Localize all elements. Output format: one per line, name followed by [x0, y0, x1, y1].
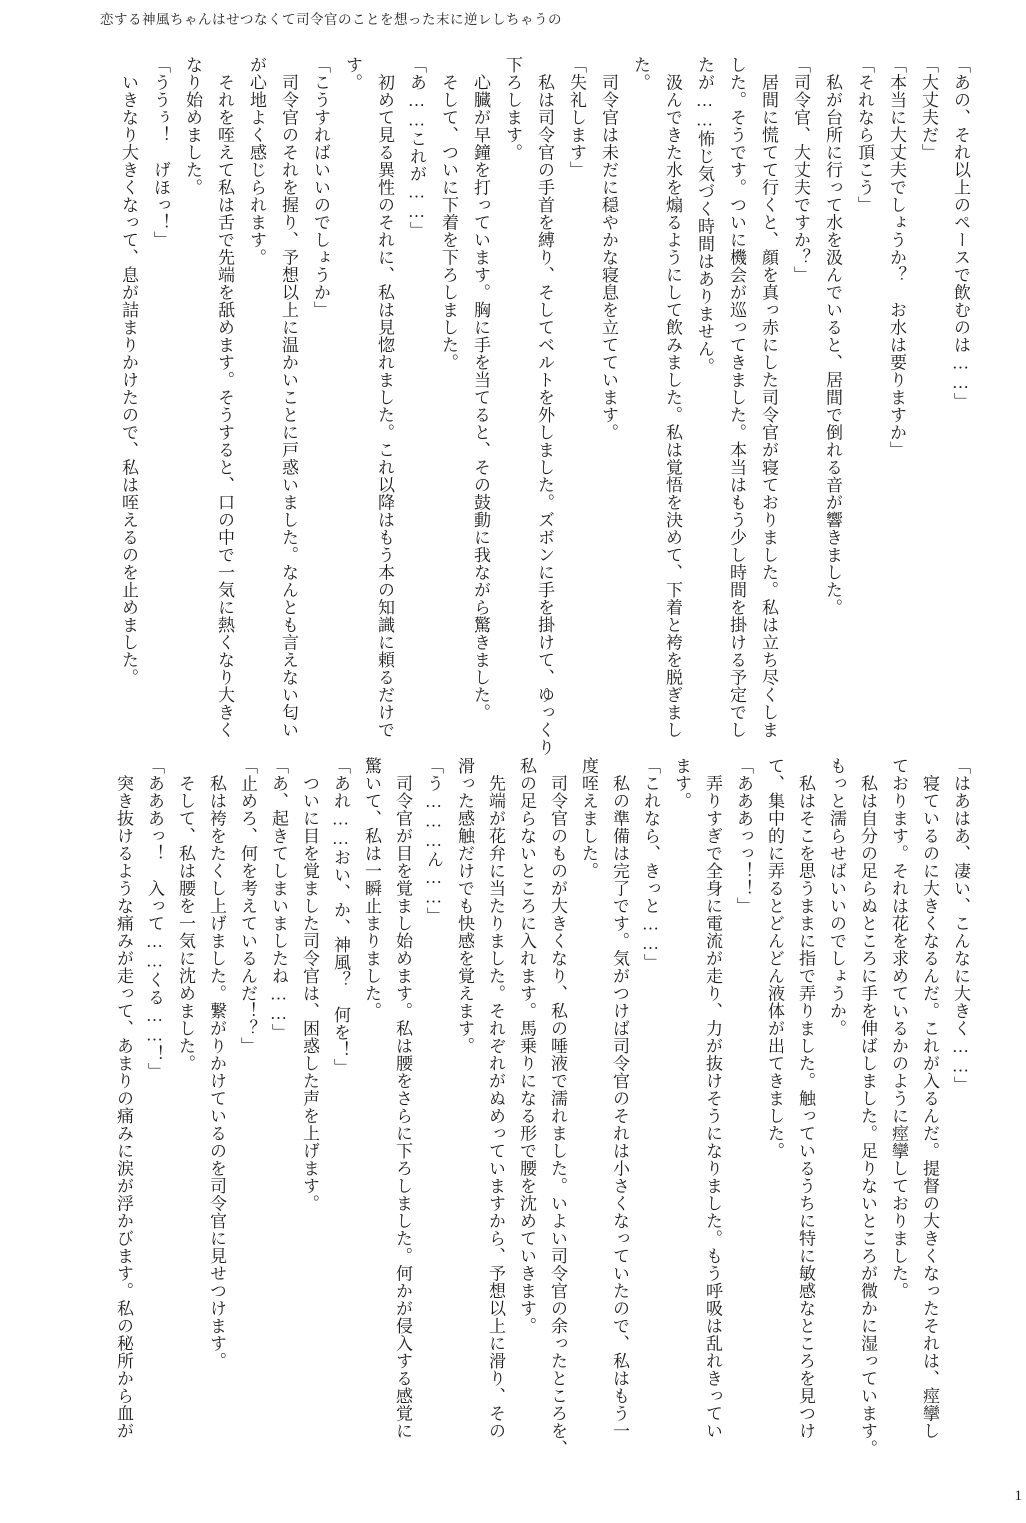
text-line: した。そうです。ついに機会が巡ってきました。本当はもう少し時間を掛ける予定でし: [727, 56, 746, 739]
text-line: ついに目を覚ました司令官は、困惑した声を上げます。: [300, 757, 319, 1212]
text-line: いきなり大きくなって、息が詰まりかけたので、私は咥えるのを止めました。: [119, 56, 138, 686]
text-line: 「本当に大丈夫でしょうか？ お水は要りますか」: [887, 56, 906, 459]
text-line: 「それなら頂こう」: [855, 56, 874, 214]
text-line: 私の足らないところに入れます。馬乗りになる形で腰を沈めていきます。: [517, 757, 536, 1335]
text-line: 私の準備は完了です。気がつけば司令官のそれは小さくなっていたので、私はもう一: [610, 757, 629, 1440]
text-line: 「こうすればいいのでしょうか」: [311, 56, 330, 319]
text-line: 先端が花弁に当たりました。それぞれがぬめっていますから、予想以上に滑り、その: [486, 757, 505, 1440]
text-line: 「これなら、きっと……」: [641, 757, 660, 971]
text-line: 寝ているのに大きくなるんだ。これが入るんだ。提督の大きくなったそれは、痙攣し: [920, 757, 939, 1440]
text-line: ます。: [672, 757, 691, 810]
text-line: が心地よく感じられます。: [247, 56, 266, 266]
text-line: なり始めました。: [183, 56, 202, 196]
text-line: 司令官が目を覚まし始めます。私は腰をさらに下ろしました。何かが侵入する感覚に: [393, 757, 412, 1440]
text-line: 「あああっっ！！」: [734, 757, 753, 915]
text-line: 度咥えました。: [579, 757, 598, 880]
text-line: て、集中的に弄るとどんどん液体が出てきました。: [765, 757, 784, 1160]
text-section-top: [112, 56, 976, 756]
text-line: 「あああっ！ 入って……くる……！」: [145, 757, 164, 1080]
text-line: たが……怖じ気づく時間はありません。: [695, 56, 714, 375]
header-title: 恋する神風ちゃんはせつなくて司令官のことを想った末に逆レしちゃうの: [100, 12, 562, 27]
text-line: す。: [343, 56, 362, 91]
text-line: 「う………ん……」: [424, 757, 443, 925]
text-section-bottom: [108, 757, 976, 1463]
text-line: 突き抜けるような痛みが走って、あまりの痛みに涙が浮かびます。私の秘所から血が: [114, 757, 133, 1440]
page-number: 1: [1014, 1488, 1022, 1504]
text-line: 下ろします。: [503, 56, 522, 161]
text-line: 「あの、それ以上のペースで飲むのは……」: [951, 56, 970, 410]
text-line: 「司令官、大丈夫ですか？」: [791, 56, 810, 284]
text-line: 司令官は未だに穏やかな寝息を立てています。: [599, 56, 618, 441]
text-line: それを咥えて私は舌で先端を舐めます。そうすると、口の中で一気に熱くなり大きく: [215, 56, 234, 739]
text-line: もっと濡らせばいいのでしょうか。: [827, 757, 846, 1037]
text-line: そして、ついに下着を下ろしました。: [439, 56, 458, 371]
text-line: そして、私は腰を一気に沈めました。: [176, 757, 195, 1072]
text-line: 私が台所に行って水を汲んでいると、居間で倒れる音が響きました。: [823, 56, 842, 616]
text-line: 初めて見る異性のそれに、私は見惚れました。これ以降はもう本の知識に頼るだけで: [375, 56, 394, 739]
text-line: 私は司令官の手首を縛り、そしてベルトを外しました。ズボンに手を掛けて、ゆっくり: [535, 56, 554, 756]
text-line: 「あ……これが……」: [407, 56, 426, 239]
text-line: 「はあはあ、凄い、こんなに大きく……」: [951, 757, 970, 1094]
text-line: 「あれ……おい、か、神風？ 何を！」: [331, 757, 350, 1076]
text-line: 驚いて、私は一瞬止まりました。: [362, 757, 381, 1020]
text-line: 私は自分の足らぬところに手を伸ばしました。足りないところが微かに湿っています。: [858, 757, 877, 1457]
text-line: 私はそこを思うままに指で弄りました。触っているうちに特に敏感なところを見つけ: [796, 757, 815, 1440]
text-line: 司令官のものが大きくなり、私の唾液で濡れました。いよい司令官の余ったところを、: [548, 757, 567, 1457]
text-line: 「あ、起きてしまいましたね……」: [269, 757, 288, 1041]
text-line: 司令官のそれを握り、予想以上に温かいことに戸惑いました。なんとも言えない匂い: [279, 56, 298, 739]
text-line: 「止めろ、何を考えているんだ！？」: [238, 757, 257, 1055]
text-line: 「ううぅ！ げほっ！」: [151, 56, 170, 249]
text-line: 弄りすぎで全身に電流が走り、力が抜けそうになりました。もう呼吸は乱れきってい: [703, 757, 722, 1440]
text-line: 私は袴をたくし上げました。繋がりかけているのを司令官に見せつけます。: [207, 757, 226, 1370]
text-line: た。: [631, 56, 650, 91]
text-line: 滑った感触だけでも快感を覚えます。: [455, 757, 474, 1055]
text-line: 「失礼します」: [567, 56, 586, 179]
text-line: 居間に慌てて行くと、顔を真っ赤にした司令官が寝ておりました。私は立ち尽くしま: [759, 56, 778, 739]
text-line: ております。それは花を求めているかのように痙攣しておりました。: [889, 757, 908, 1300]
text-line: 「大丈夫だ」: [919, 56, 938, 161]
text-line: 心臓が早鐘を打っています。胸に手を当てると、その鼓動に我ながら驚きました。: [471, 56, 490, 721]
text-line: 汲んできた水を煽るようにして飲みました。私は覚悟を決めて、下着と袴を脱ぎまし: [663, 56, 682, 739]
